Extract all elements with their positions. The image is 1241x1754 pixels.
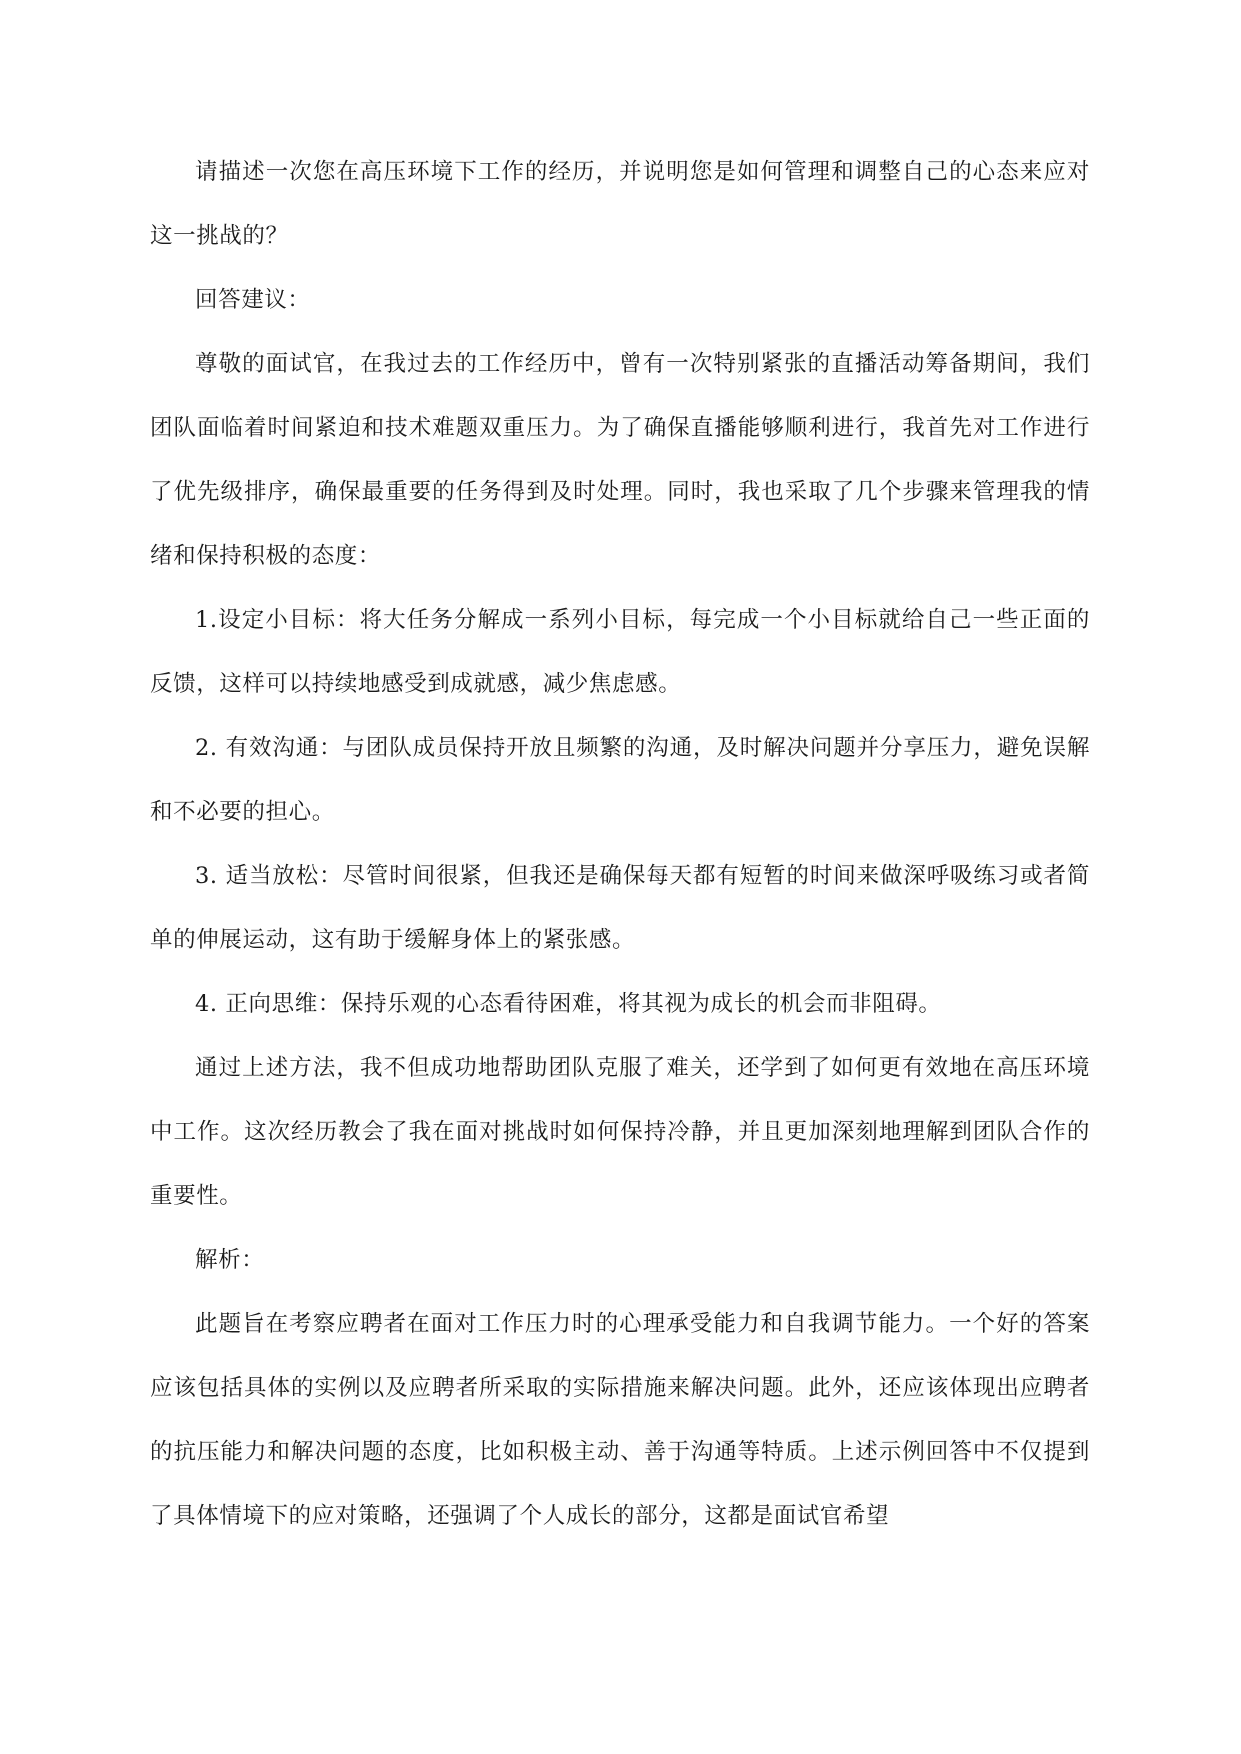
step-item-3: 3. 适当放松：尽管时间很紧，但我还是确保每天都有短暂的时间来做深呼吸练习或者简单的伸展运动，这有助于缓解身体上的紧张感。: [150, 863, 1090, 953]
answer-intro-paragraph: 尊敬的面试官，在我过去的工作经历中，曾有一次特别紧张的直播活动筹备期间，我们团队面临着时间紧迫和技术难题双重压力。为了确保直播能够顺利进行，我首先对工作进行了优先级排序，确保最重要的任务得到及时处理。同时，我也采取了几个步骤来管理我的情绪和保持积极的态度：: [150, 351, 1090, 569]
document-page: [150, 140, 1090, 1548]
step-item-4: 4. 正向思维：保持乐观的心态看待困难，将其视为成长的机会而非阻碍。: [195, 991, 942, 1017]
answer-heading: 回答建议：: [195, 287, 311, 313]
answer-conclusion-paragraph: 通过上述方法，我不但成功地帮助团队克服了难关，还学到了如何更有效地在高压环境中工作。这次经历教会了我在面对挑战时如何保持冷静，并且更加深刻地理解到团队合作的重要性。: [150, 1055, 1090, 1209]
step-item-1: 1.设定小目标：将大任务分解成一系列小目标，每完成一个小目标就给自己一些正面的反馈，这样可以持续地感受到成就感，减少焦虑感。: [150, 607, 1090, 697]
question-paragraph: 请描述一次您在高压环境下工作的经历，并说明您是如何管理和调整自己的心态来应对这一挑战的？: [150, 159, 1090, 249]
analysis-heading: 解析：: [195, 1247, 265, 1273]
analysis-paragraph: 此题旨在考察应聘者在面对工作压力时的心理承受能力和自我调节能力。一个好的答案应该包括具体的实例以及应聘者所采取的实际措施来解决问题。此外，还应该体现出应聘者的抗压能力和解决问题的态度，比如积极主动、善于沟通等特质。上述示例回答中不仅提到了具体情境下的应对策略，还强调了个人成长的部分，这都是面试官希望: [150, 1311, 1090, 1529]
step-item-2: 2. 有效沟通：与团队成员保持开放且频繁的沟通，及时解决问题并分享压力，避免误解和不必要的担心。: [150, 735, 1090, 825]
